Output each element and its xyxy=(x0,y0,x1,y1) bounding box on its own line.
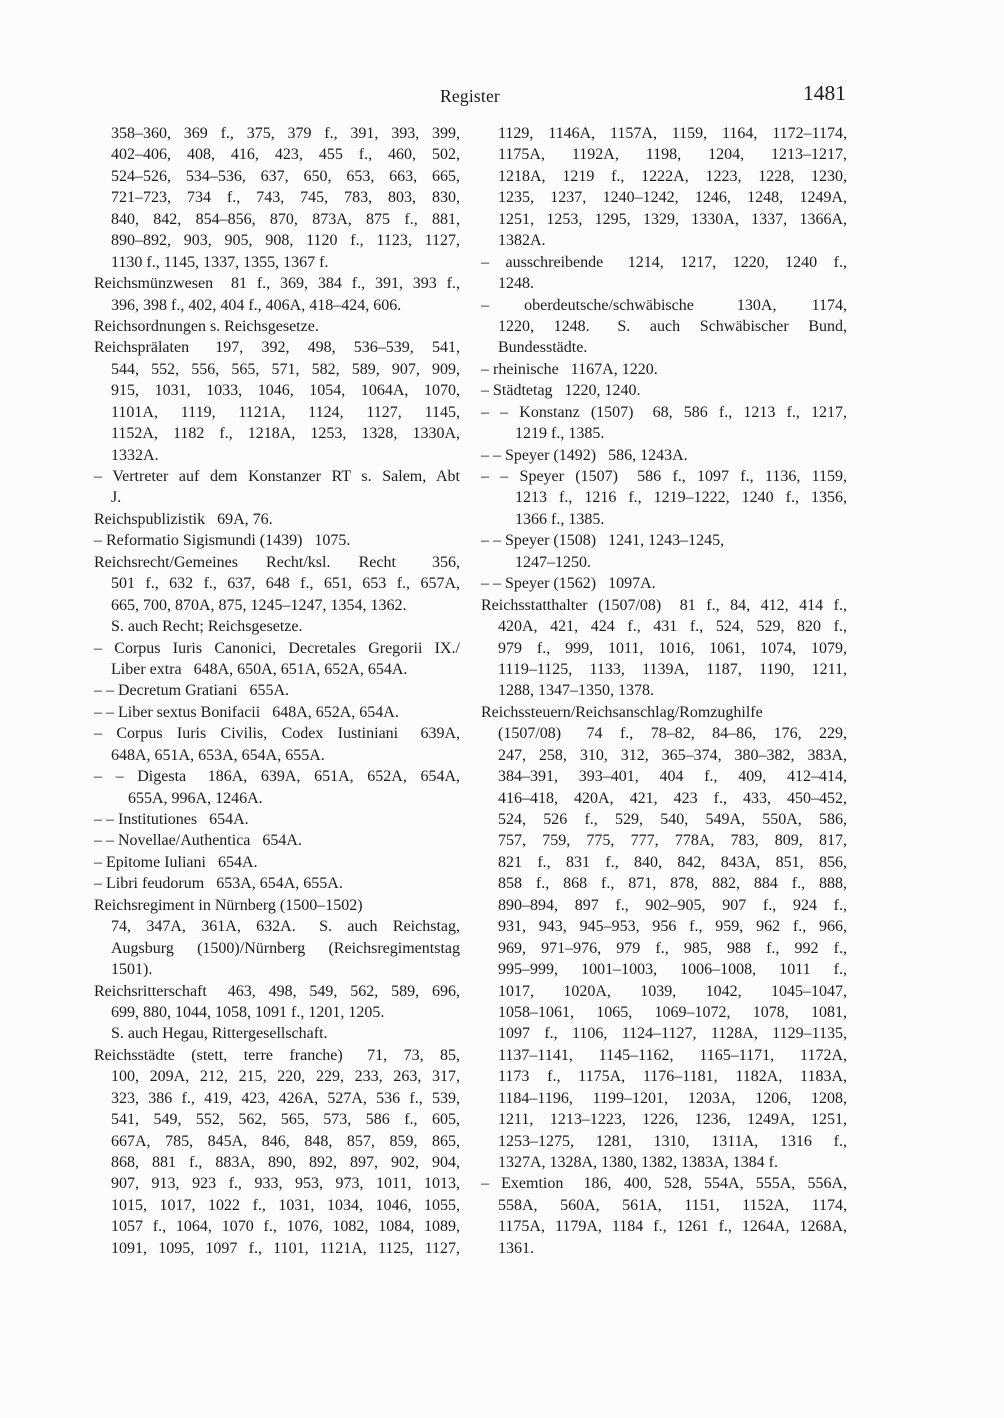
index-line: 1247–1250. xyxy=(515,553,591,571)
index-line: – – Digesta 186A, 639A, 651A, 652A, 654A, xyxy=(94,768,460,786)
index-line: 1119–1125, 1133, 1139A, 1187, 1190, 1211, xyxy=(498,660,847,678)
index-line: 1184–1196, 1199–1201, 1203A, 1206, 1208, xyxy=(498,1089,847,1107)
index-line: 420A, 421, 424 f., 431 f., 524, 529, 820 f., xyxy=(498,618,847,636)
index-line: 100, 209A, 212, 215, 220, 229, 233, 263, 317, xyxy=(111,1068,460,1086)
index-line: Reichsstatthalter (1507/08) 81 f., 84, 412, 414 f., xyxy=(481,596,847,614)
index-line: 1058–1061, 1065, 1069–1072, 1078, 1081, xyxy=(498,1003,847,1021)
index-line: 969, 971–976, 979 f., 985, 988 f., 992 f., xyxy=(498,939,847,957)
index-line: 74, 347A, 361A, 632A. S. auch Reichstag, xyxy=(111,918,460,936)
page-header xyxy=(94,81,846,112)
index-line: – – Institutiones 654A. xyxy=(94,811,249,828)
index-line: 247, 258, 310, 312, 365–374, 380–382, 383A, xyxy=(498,746,847,764)
index-line: – Städtetag 1220, 1240. xyxy=(481,382,641,400)
index-line: 1129, 1146A, 1157A, 1159, 1164, 1172–1174, xyxy=(498,125,847,142)
index-line: Reichssteuern/Reichsanschlag/Romzughilfe xyxy=(481,703,763,721)
index-line: 1220, 1248. S. auch Schwäbischer Bund, xyxy=(498,317,847,335)
index-line: 699, 880, 1044, 1058, 1091 f., 1201, 1205. xyxy=(111,1003,385,1021)
index-line: J. xyxy=(111,489,122,507)
index-line: 501 f., 632 f., 637, 648 f., 651, 653 f., 657A, xyxy=(111,575,460,593)
index-line: 667A, 785, 845A, 846, 848, 857, 859, 865, xyxy=(111,1132,460,1150)
index-line: Liber extra 648A, 650A, 651A, 652A, 654A. xyxy=(111,660,408,678)
index-line: 890–892, 903, 905, 908, 1120 f., 1123, 1127, xyxy=(111,232,460,250)
index-line: Bundesstädte. xyxy=(498,339,588,357)
index-line: – – Speyer (1492) 586, 1243A. xyxy=(481,446,688,464)
index-line: Reichspublizistik 69A, 76. xyxy=(94,510,273,528)
index-line: 396, 398 f., 402, 404 f., 406A, 418–424, 606. xyxy=(111,296,402,314)
index-line: Reichsmünzwesen 81 f., 369, 384 f., 391, 393 f., xyxy=(94,275,460,293)
index-line: 1175A, 1192A, 1198, 1204, 1213–1217, xyxy=(498,146,847,164)
index-line: 1332A. xyxy=(111,446,159,464)
index-line: 541, 549, 552, 562, 565, 573, 586 f., 605, xyxy=(111,1111,460,1129)
index-line: 1137–1141, 1145–1162, 1165–1171, 1172A, xyxy=(498,1046,847,1064)
index-line: 858 f., 868 f., 871, 878, 882, 884 f., 888, xyxy=(498,875,847,893)
index-line: 840, 842, 854–856, 870, 873A, 875 f., 881, xyxy=(111,210,460,228)
index-line: 979 f., 999, 1011, 1016, 1061, 1074, 1079, xyxy=(498,639,847,657)
index-line: 1130 f., 1145, 1337, 1355, 1367 f. xyxy=(111,253,329,271)
index-line: 1015, 1017, 1022 f., 1031, 1034, 1046, 1055, xyxy=(111,1196,460,1214)
index-line: 1218A, 1219 f., 1222A, 1223, 1228, 1230, xyxy=(498,167,847,185)
index-line: Reichsprälaten 197, 392, 498, 536–539, 541, xyxy=(94,339,460,357)
index-line: Reichsstädte (stett, terre franche) 71, 73, 85, xyxy=(94,1046,460,1064)
index-line: – – Decretum Gratiani 655A. xyxy=(94,682,290,700)
column-right xyxy=(481,123,847,1259)
index-line: Reichsregiment in Nürnberg (1500–1502) xyxy=(94,896,363,914)
index-line: 1219 f., 1385. xyxy=(515,425,605,443)
index-line: 1211, 1213–1223, 1226, 1236, 1249A, 1251, xyxy=(498,1111,847,1129)
index-line: 915, 1031, 1033, 1046, 1054, 1064A, 1070, xyxy=(111,382,460,400)
index-line: 1101A, 1119, 1121A, 1124, 1127, 1145, xyxy=(111,403,460,421)
index-line: – Exemtion 186, 400, 528, 554A, 555A, 556A, xyxy=(481,1175,847,1193)
index-line: Augsburg (1500)/Nürnberg (Reichsregimentstag xyxy=(111,939,460,957)
index-line: 1173 f., 1175A, 1176–1181, 1182A, 1183A, xyxy=(498,1068,847,1086)
index-line: 1382A. xyxy=(498,232,546,250)
index-line: 821 f., 831 f., 840, 842, 843A, 851, 856, xyxy=(498,853,847,871)
index-line: – Corpus Iuris Civilis, Codex Iustiniani 639A, xyxy=(94,725,460,743)
index-line: – – Novellae/Authentica 654A. xyxy=(94,832,302,850)
index-line: Reichsrecht/Gemeines Recht/ksl. Recht 356, xyxy=(94,553,460,571)
index-line: 890–894, 897 f., 902–905, 907 f., 924 f., xyxy=(498,896,847,914)
index-line: 1327A, 1328A, 1380, 1382, 1383A, 1384 f. xyxy=(498,1154,778,1171)
index-line: 1235, 1237, 1240–1242, 1246, 1248, 1249A, xyxy=(498,189,847,207)
index-line: 1057 f., 1064, 1070 f., 1076, 1082, 1084, 1089, xyxy=(111,1218,460,1236)
index-line: 1091, 1095, 1097 f., 1101, 1121A, 1125, 1127, xyxy=(111,1239,460,1257)
index-line: – – Speyer (1507) 586 f., 1097 f., 1136, 1159, xyxy=(481,468,847,485)
index-line: 931, 943, 945–953, 956 f., 959, 962 f., 966, xyxy=(498,918,847,936)
index-columns xyxy=(94,123,847,1259)
index-line: 868, 881 f., 883A, 890, 892, 897, 902, 904, xyxy=(111,1154,460,1171)
index-line: – Libri feudorum 653A, 654A, 655A. xyxy=(94,875,343,893)
index-line: 524–526, 534–536, 637, 650, 653, 663, 665, xyxy=(111,167,460,185)
column-left xyxy=(94,123,460,1259)
index-line: 1253–1275, 1281, 1310, 1311A, 1316 f., xyxy=(498,1132,847,1150)
index-line: (1507/08) 74 f., 78–82, 84–86, 176, 229, xyxy=(498,725,847,743)
index-line: 358–360, 369 f., 375, 379 f., 391, 393, 399, xyxy=(111,125,460,142)
index-line: 524, 526 f., 529, 540, 549A, 550A, 586, xyxy=(498,811,847,828)
index-line: – – Konstanz (1507) 68, 586 f., 1213 f., 1217, xyxy=(481,403,847,421)
index-line: – – Speyer (1508) 1241, 1243–1245, xyxy=(481,532,725,550)
page-number: 1481 xyxy=(803,81,846,105)
index-line: 721–723, 734 f., 743, 745, 783, 803, 830, xyxy=(111,189,460,207)
index-line: 907, 913, 923 f., 933, 953, 973, 1011, 1013, xyxy=(111,1175,460,1193)
index-line: 655A, 996A, 1246A. xyxy=(128,789,263,807)
index-line: – – Liber sextus Bonifacii 648A, 652A, 654A. xyxy=(94,703,399,721)
index-line: – rheinische 1167A, 1220. xyxy=(481,360,658,378)
index-line: Reichsordnungen s. Reichsgesetze. xyxy=(94,317,319,335)
index-line: 1152A, 1182 f., 1218A, 1253, 1328, 1330A, xyxy=(111,425,460,443)
index-line: – Vertreter auf dem Konstanzer RT s. Salem, Abt xyxy=(94,468,460,485)
index-line: 1501). xyxy=(111,961,153,979)
index-line: – Reformatio Sigismundi (1439) 1075. xyxy=(94,532,351,550)
index-line: 1366 f., 1385. xyxy=(515,510,605,528)
index-line: – Corpus Iuris Canonici, Decretales Gregorii IX./ xyxy=(94,639,460,657)
index-line: – ausschreibende 1214, 1217, 1220, 1240 f., xyxy=(481,253,847,271)
index-line: 1251, 1253, 1295, 1329, 1330A, 1337, 1366A, xyxy=(498,210,847,228)
index-line: Reichsritterschaft 463, 498, 549, 562, 589, 696, xyxy=(94,982,460,1000)
running-title: Register xyxy=(440,86,500,106)
index-line: 995–999, 1001–1003, 1006–1008, 1011 f., xyxy=(498,961,847,979)
index-line: 544, 552, 556, 565, 571, 582, 589, 907, 909, xyxy=(111,360,460,378)
index-line: 1175A, 1179A, 1184 f., 1261 f., 1264A, 1268A, xyxy=(498,1218,847,1236)
index-line: 1288, 1347–1350, 1378. xyxy=(498,682,654,700)
index-line: S. auch Hegau, Rittergesellschaft. xyxy=(111,1025,328,1043)
index-line: 1248. xyxy=(498,275,534,293)
index-line: 1017, 1020A, 1039, 1042, 1045–1047, xyxy=(498,982,847,1000)
index-line: 1097 f., 1106, 1124–1127, 1128A, 1129–1135, xyxy=(498,1025,847,1043)
index-line: 402–406, 408, 416, 423, 455 f., 460, 502, xyxy=(111,146,460,164)
index-line: 323, 386 f., 419, 423, 426A, 527A, 536 f., 539, xyxy=(111,1089,460,1107)
index-line: 558A, 560A, 561A, 1151, 1152A, 1174, xyxy=(498,1196,847,1214)
index-line: 665, 700, 870A, 875, 1245–1247, 1354, 1362. xyxy=(111,596,407,614)
index-line: 1361. xyxy=(498,1239,534,1257)
index-line: 757, 759, 775, 777, 778A, 783, 809, 817, xyxy=(498,832,847,850)
index-line: 1213 f., 1216 f., 1219–1222, 1240 f., 1356, xyxy=(515,489,847,507)
index-line: 384–391, 393–401, 404 f., 409, 412–414, xyxy=(498,768,847,786)
index-line: – Epitome Iuliani 654A. xyxy=(94,853,258,871)
index-line: S. auch Recht; Reichsgesetze. xyxy=(111,618,303,636)
index-line: 416–418, 420A, 421, 423 f., 433, 450–452, xyxy=(498,789,847,807)
index-line: – – Speyer (1562) 1097A. xyxy=(481,575,656,593)
index-line: – oberdeutsche/schwäbische 130A, 1174, xyxy=(481,296,847,314)
index-line: 648A, 651A, 653A, 654A, 655A. xyxy=(111,746,325,764)
